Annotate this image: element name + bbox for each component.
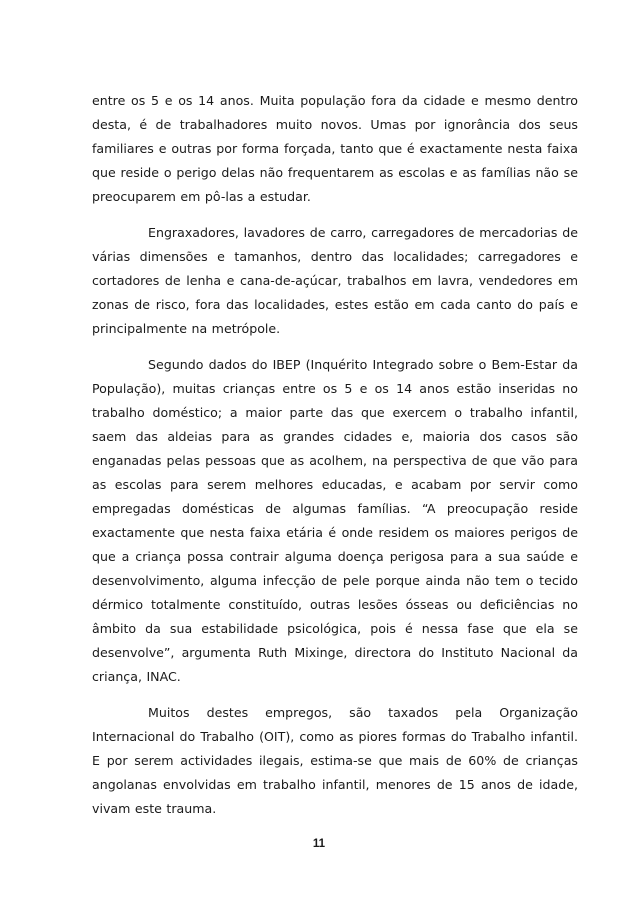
paragraph-2: Engraxadores, lavadores de carro, carregadores de mercadorias de várias dimensões e tamanhos, dentro das localidades; carregadores e cortadores de lenha e cana-de-açúcar, trabalhos em lavra, vendedores em zonas de risco, fora das localidades, estes estão em cada canto do país e principalmente na metrópole. (92, 225, 578, 336)
page-number: 11 (312, 838, 326, 850)
body-text (92, 89, 578, 833)
paragraph-4: Muitos destes empregos, são taxados pela Organização Internacional do Trabalho (OIT), como as piores formas do Trabalho infantil. E por serem actividades ilegais, estima-se que mais de 60% de crianças angolanas envolvidas em trabalho infantil, menores de 15 anos de idade, vivam este trauma. (92, 705, 578, 816)
paragraph-1: entre os 5 e os 14 anos. Muita população fora da cidade e mesmo dentro desta, é de trabalhadores muito novos. Umas por ignorância dos seus familiares e outras por forma forçada, tanto que é exactamente nesta faixa que reside o perigo delas não frequentarem as escolas e as famílias não se preocuparem em pô-las a estudar. (92, 93, 578, 204)
paragraph-3: Segundo dados do IBEP (Inquérito Integrado sobre o Bem-Estar da População), muitas crianças entre os 5 e os 14 anos estão inseridas no trabalho doméstico; a maior parte das que exercem o trabalho infantil, saem das aldeias para as grandes cidades e, maioria dos casos são enganadas pelas pessoas que as acolhem, na perspectiva de que vão para as escolas para serem melhores educadas, e acabam por servir como empregadas domésticas de algumas famílias. “A preocupação reside exactamente que nesta faixa etária é onde residem os maiores perigos de que a criança possa contrair alguma doença perigosa para a sua saúde e desenvolvimento, alguma infecção de pele porque ainda não tem o tecido dérmico totalmente constituído, outras lesões ósseas ou deficiências no âmbito da sua estabilidade psicológica, pois é nessa fase que ela se desenvolve”, argumenta Ruth Mixinge, directora do Instituto Nacional da criança, INAC. (92, 357, 578, 684)
